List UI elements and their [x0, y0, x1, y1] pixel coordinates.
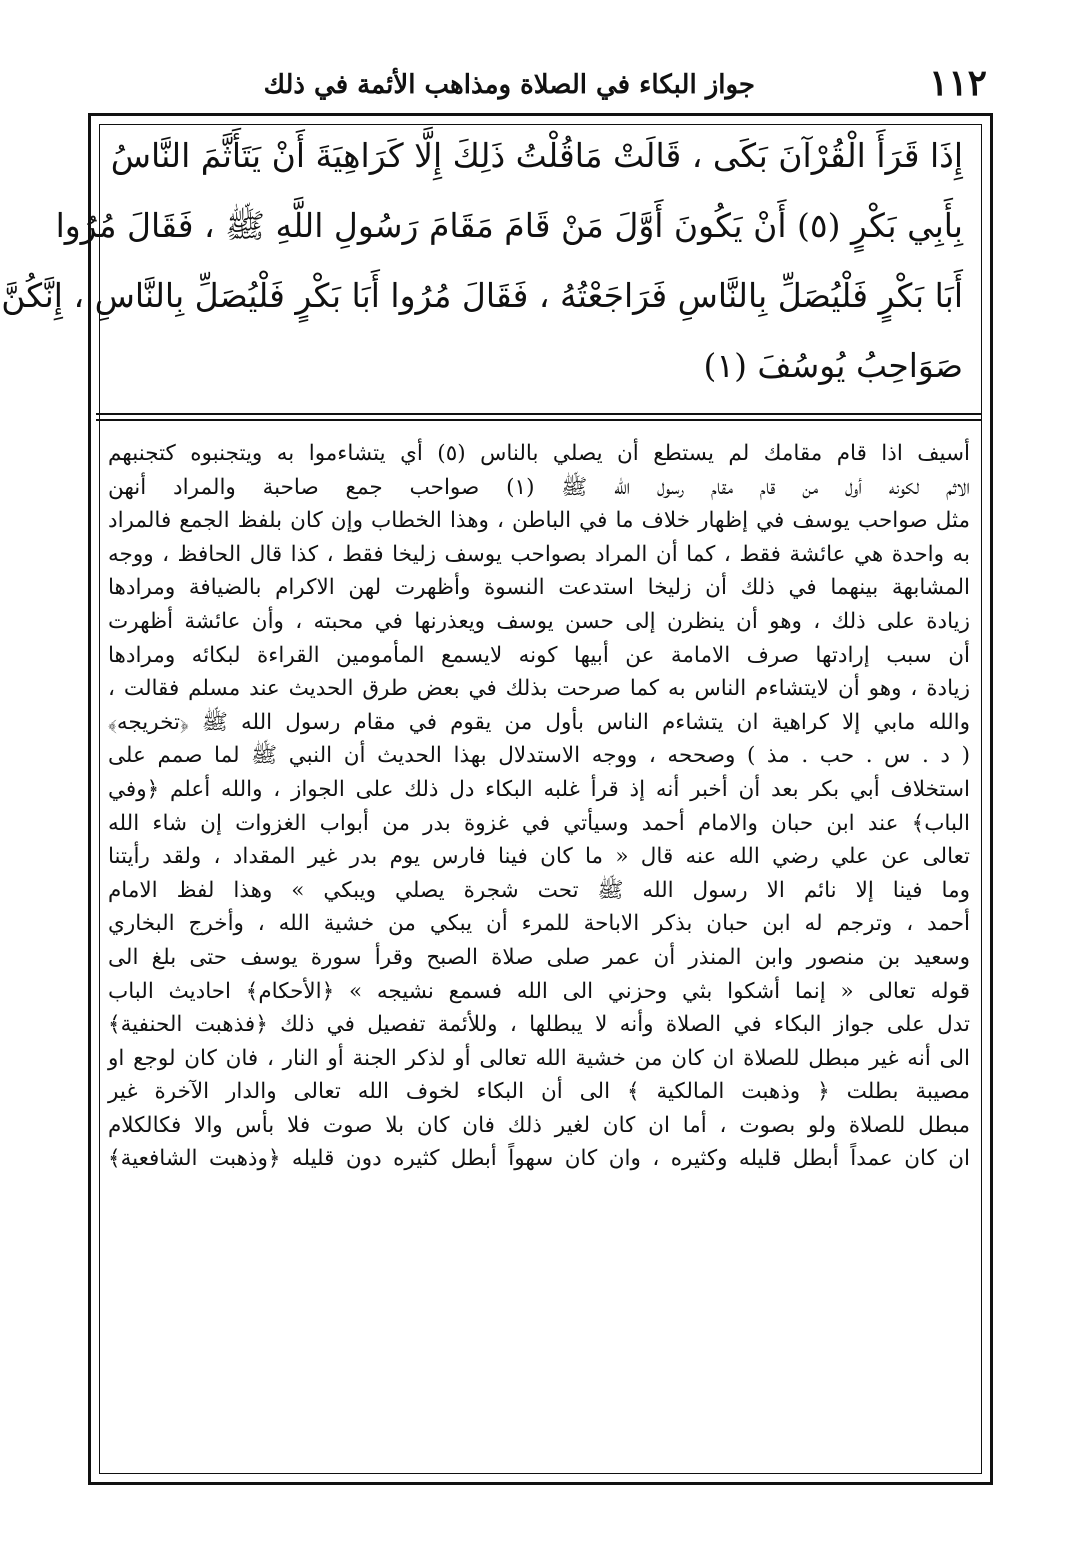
hadith-line: أَبَا بَكْرٍ فَلْيُصَلِّ بِالنَّاسِ فَرَاجَعْتُهُ ، فَقَالَ مُرُوا أَبَا بَكْرٍ فَلْيُصَلِّ بِالنَّاسِ ، إِنَّكُنَّ — [1, 276, 963, 315]
commentary-line: مثل صواحب يوسف في إظهار خلاف ما في الباطن ، وهذا الخطاب وإن كان بلفظ الجمع فالمراد — [108, 508, 970, 534]
hadith-line: إِذَا قَرَأَ الْقُرْآنَ بَكَى ، قَالَتْ مَاقُلْتُ ذَلِكَ إِلَّا كَرَاهِيَةَ أَنْ يَتَأَثَّمَ النَّاسُ — [110, 136, 963, 175]
commentary-line: وما فينا إلا نائم الا رسول الله ﷺ تحت شجرة يصلي ويبكي » وهذا لفظ الامام — [108, 877, 970, 903]
commentary-line: استخلاف أبي بكر بعد أن أخبر أنه إذ قرأ غلبه البكاء دل ذلك على الجواز ، والله أعلم ﴿وفي — [108, 776, 970, 802]
commentary-line: به واحدة هي عائشة فقط ، كما أن المراد بصواحب يوسف زليخا فقط ، كذا قال الحافظ ، ووجه — [108, 541, 970, 567]
commentary-line: الباب﴾ عند ابن حبان والامام أحمد وسيأتي في غزوة بدر من أبواب الغزوات إن شاء الله — [108, 810, 970, 836]
running-title: جواز البكاء في الصلاة ومذاهب الأئمة في ذلك — [263, 70, 755, 100]
commentary-line: قوله تعالى « إنما أشكوا بثي وحزني الى الله فسمع نشيجه » ﴿الأحكام﴾ احاديث الباب — [108, 978, 970, 1004]
commentary-line: مصيبة بطلت ﴿ وذهبت المالكية ﴾ الى أن البكاء لخوف الله تعالى والدار الآخرة غير — [108, 1079, 970, 1105]
commentary-line: زيادة على ذلك ، وهو أن ينظرن إلى حسن يوسف ويعذرنها في محبته ، وأن عائشة أظهرت — [108, 608, 970, 634]
commentary-block — [108, 437, 970, 1176]
commentary-line: الاثم لكونه أول من قام مقام رسول الله ﷺ (١) صواحب جمع صاحبة والمراد أنهن — [108, 474, 970, 500]
page-header — [90, 62, 995, 110]
commentary-line: مبطل للصلاة ولو بصوت ، أما ان كان لغير ذلك فان كان بلا صوت فلا بأس والا فكالكلام — [108, 1112, 970, 1138]
commentary-line: وسعيد بن منصور وابن المنذر أن عمر صلى صلاة الصبح وقرأ سورة يوسف حتى بلغ الى — [108, 944, 970, 970]
section-divider-bottom — [96, 419, 981, 421]
hadith-text-block — [1, 128, 975, 408]
commentary-line: تدل على جواز البكاء في الصلاة وأنه لا يبطلها ، وللأئمة تفصيل في ذلك ﴿فذهبت الحنفية﴾ — [108, 1012, 970, 1038]
commentary-line: ( د . س . حب . مذ ) وصححه ، ووجه الاستدلال بهذا الحديث أن النبي ﷺ لما صمم على — [108, 743, 970, 769]
commentary-line: أحمد ، وترجم له ابن حبان بذكر الاباحة للمرء أن يبكي من خشية الله ، وأخرج البخاري — [108, 911, 970, 937]
commentary-line: المشابهة بينهما في ذلك أن زليخا استدعت النسوة وأظهرت لهن الاكرام بالضيافة ومرادها — [108, 575, 970, 601]
commentary-line: أسيف اذا قام مقامك لم يستطع أن يصلي بالناس (٥) أي يتشاءموا به ويتجنبوه كتجنبهم — [108, 441, 970, 466]
commentary-line: أن سبب إرادتها صرف الامامة عن أبيها كونه لايسمع المأمومين القراءة لبكائه ومرادها — [108, 642, 970, 668]
commentary-line: والله مابي إلا كراهية ان يتشاءم الناس بأول من يقوم في مقام رسول الله ﷺ ﴿تخريجه﴾ — [108, 709, 970, 735]
commentary-line: تعالى عن علي رضي الله عنه قال « ما كان فينا فارس يوم بدر غير المقداد ، ولقد رأيتنا — [108, 844, 970, 870]
commentary-line: زيادة ، وهو أن لايتشاءم الناس به كما صرحت بذلك في بعض طرق الحديث عند مسلم فقالت ، — [108, 676, 970, 702]
commentary-line: ان كان عمداً أبطل قليله وكثيره ، وان كان سهواً أبطل كثيره دون قليله ﴿وذهبت الشافعية﴾ — [108, 1146, 970, 1172]
page-number: ١١٢ — [928, 62, 987, 104]
commentary-line: الى أنه غير مبطل للصلاة ان كان من خشية الله تعالى أو لذكر الجنة أو النار ، فان كان لوجع او — [108, 1045, 970, 1071]
hadith-line: صَوَاحِبُ يُوسُفَ (١) — [703, 346, 963, 385]
section-divider-top — [96, 413, 981, 415]
hadith-line: بِأَبِي بَكْرٍ (٥) أَنْ يَكُونَ أَوَّلَ مَنْ قَامَ مَقَامَ رَسُولِ اللَّهِ ﷺ ، فَقَالَ مُرُوا — [55, 206, 963, 245]
